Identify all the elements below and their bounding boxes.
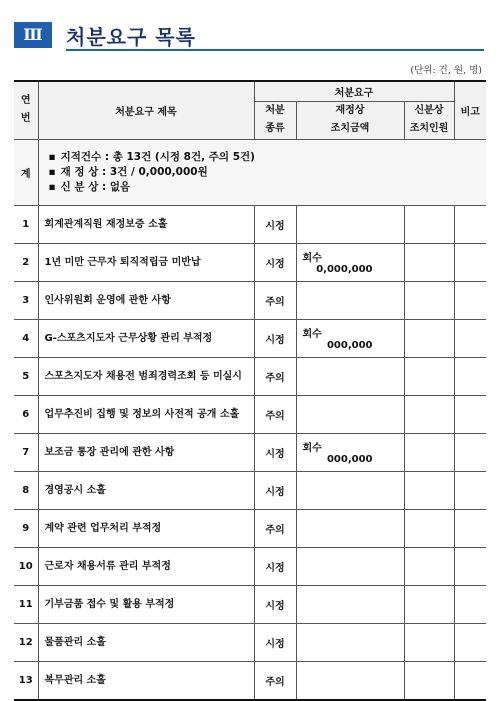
row-number: 13 xyxy=(14,661,38,700)
row-amount-label: 회수 xyxy=(302,253,322,264)
row-note xyxy=(454,623,486,661)
summary-label: 계 xyxy=(14,139,38,205)
row-type: 시정 xyxy=(254,433,296,471)
row-note xyxy=(454,471,486,509)
row-amount: 0,000,000 xyxy=(316,264,373,275)
table-row xyxy=(14,547,486,585)
unit-note: (단위: 건, 원, 명) xyxy=(410,65,482,76)
row-note xyxy=(454,509,486,547)
summary-item: ▪ 신 분 상 : 없음 xyxy=(49,180,487,195)
row-note xyxy=(454,243,486,281)
row-status xyxy=(404,281,454,319)
summary-cell xyxy=(38,139,486,205)
row-number: 1 xyxy=(14,205,38,243)
row-amount-cell xyxy=(296,395,404,433)
row-amount-cell xyxy=(296,471,404,509)
row-title: 1년 미만 근무자 퇴직적립금 미반납 xyxy=(38,243,254,281)
row-amount-cell xyxy=(296,661,404,700)
row-type: 시정 xyxy=(254,243,296,281)
row-amount-cell xyxy=(296,433,404,471)
table-row xyxy=(14,623,486,661)
header-title: 처분요구 제목 xyxy=(38,81,254,139)
row-number: 3 xyxy=(14,281,38,319)
header-type: 처분 종류 xyxy=(254,101,296,139)
row-amount-cell xyxy=(296,623,404,661)
row-status xyxy=(404,319,454,357)
row-title: 복무관리 소홀 xyxy=(38,661,254,700)
table-row xyxy=(14,471,486,509)
summary-row xyxy=(14,139,486,205)
row-type: 시정 xyxy=(254,471,296,509)
row-status xyxy=(404,547,454,585)
row-amount-cell xyxy=(296,357,404,395)
section-title: 처분요구 목록 xyxy=(66,25,196,49)
row-amount: 000,000 xyxy=(326,454,373,465)
row-note xyxy=(454,661,486,700)
row-title: 업무추진비 집행 및 정보의 사전적 공개 소홀 xyxy=(38,395,254,433)
row-type: 주의 xyxy=(254,509,296,547)
header-group: 처분요구 xyxy=(254,81,454,101)
row-type: 시정 xyxy=(254,319,296,357)
row-amount-cell xyxy=(296,585,404,623)
header-note: 비고 xyxy=(454,81,486,139)
row-note xyxy=(454,585,486,623)
row-status xyxy=(404,205,454,243)
row-type: 주의 xyxy=(254,357,296,395)
table-row xyxy=(14,433,486,471)
table-row xyxy=(14,585,486,623)
header-finance: 재정상 조치금액 xyxy=(296,101,404,139)
row-note xyxy=(454,281,486,319)
row-type: 주의 xyxy=(254,661,296,700)
row-note xyxy=(454,547,486,585)
row-status xyxy=(404,471,454,509)
row-status xyxy=(404,585,454,623)
row-type: 주의 xyxy=(254,281,296,319)
row-amount-label: 회수 xyxy=(302,329,322,340)
row-type: 주의 xyxy=(254,395,296,433)
row-type: 시정 xyxy=(254,623,296,661)
row-note xyxy=(454,433,486,471)
row-number: 12 xyxy=(14,623,38,661)
row-number: 9 xyxy=(14,509,38,547)
row-amount: 000,000 xyxy=(326,340,373,351)
row-amount-cell xyxy=(296,243,404,281)
row-status xyxy=(404,661,454,700)
row-number: 4 xyxy=(14,319,38,357)
table-row xyxy=(14,509,486,547)
summary-item: ▪ 지적건수 : 총 13건 (시정 8건, 주의 5건) xyxy=(49,150,487,165)
table-row xyxy=(14,395,486,433)
summary-list xyxy=(39,150,487,195)
row-type: 시정 xyxy=(254,547,296,585)
table-row xyxy=(14,661,486,700)
row-status xyxy=(404,623,454,661)
row-number: 2 xyxy=(14,243,38,281)
row-status xyxy=(404,395,454,433)
section-number-badge: Ⅲ xyxy=(14,22,52,48)
row-title: 스포츠지도자 채용전 범죄경력조회 등 미실시 xyxy=(38,357,254,395)
row-number: 6 xyxy=(14,395,38,433)
row-title: 계약 관련 업무처리 부적정 xyxy=(38,509,254,547)
row-title: 근로자 채용서류 관리 부적정 xyxy=(38,547,254,585)
table-row xyxy=(14,357,486,395)
disposition-table xyxy=(14,80,486,701)
row-amount-cell xyxy=(296,205,404,243)
row-note xyxy=(454,357,486,395)
header-no: 연 번 xyxy=(14,81,38,139)
row-amount-cell xyxy=(296,547,404,585)
row-amount-label: 회수 xyxy=(302,443,322,454)
table-row xyxy=(14,205,486,243)
row-number: 11 xyxy=(14,585,38,623)
row-number: 10 xyxy=(14,547,38,585)
row-title: G-스포츠지도자 근무상황 관리 부적정 xyxy=(38,319,254,357)
row-status xyxy=(404,243,454,281)
row-status xyxy=(404,357,454,395)
row-note xyxy=(454,319,486,357)
row-amount-cell xyxy=(296,509,404,547)
row-status xyxy=(404,509,454,547)
row-title: 경영공시 소홀 xyxy=(38,471,254,509)
row-type: 시정 xyxy=(254,585,296,623)
table-row xyxy=(14,243,486,281)
row-title: 보조금 통장 관리에 관한 사항 xyxy=(38,433,254,471)
table-row xyxy=(14,319,486,357)
row-number: 7 xyxy=(14,433,38,471)
row-title: 회계관계직원 재정보증 소홀 xyxy=(38,205,254,243)
row-note xyxy=(454,395,486,433)
row-title: 기부금품 접수 및 활용 부적정 xyxy=(38,585,254,623)
title-underline xyxy=(66,49,484,51)
table-row xyxy=(14,281,486,319)
row-note xyxy=(454,205,486,243)
row-number: 5 xyxy=(14,357,38,395)
row-title: 물품관리 소홀 xyxy=(38,623,254,661)
row-number: 8 xyxy=(14,471,38,509)
summary-item: ▪ 재 정 상 : 3건 / 0,000,000원 xyxy=(49,165,487,180)
header-status: 신분상 조치인원 xyxy=(404,101,454,139)
row-title: 인사위원회 운영에 관한 사항 xyxy=(38,281,254,319)
row-status xyxy=(404,433,454,471)
row-amount-cell xyxy=(296,281,404,319)
row-type: 시정 xyxy=(254,205,296,243)
row-amount-cell xyxy=(296,319,404,357)
section-header xyxy=(14,22,484,50)
